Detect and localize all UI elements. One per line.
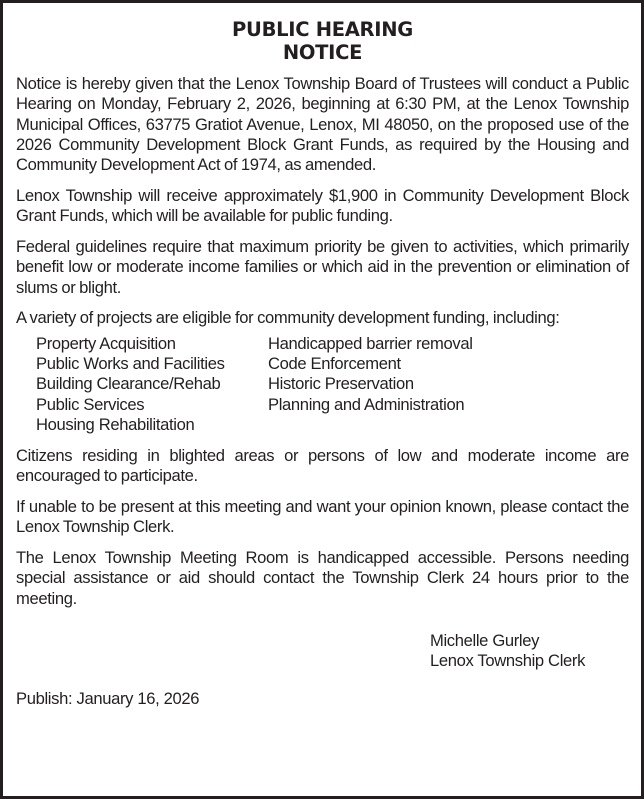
list-item: Code Enforcement	[268, 354, 401, 374]
paragraph-grant-amount: Lenox Township will receive approximately $1,900 in Community Development Block Grant Funds, which will be available for public funding.	[16, 185, 629, 226]
signature-title: Lenox Township Clerk	[430, 651, 586, 671]
title-line-1: PUBLIC HEARING	[232, 18, 413, 41]
paragraph-federal-guidelines: Federal guidelines require that maximum priority be given to activities, which primarily benefit low or moderate income families or which aid in the prevention or elimination of slums or blight.	[16, 237, 629, 297]
list-item: Historic Preservation	[268, 374, 414, 394]
list-item: Housing Rehabilitation	[36, 414, 195, 434]
list-item: Property Acquisition	[36, 333, 176, 353]
list-item: Public Works and Facilities	[36, 354, 225, 374]
notice-body	[16, 3, 629, 710]
paragraph-contact-clerk: If unable to be present at this meeting and want your opinion known, please contact the Lenox Township Clerk.	[16, 496, 629, 537]
list-item: Public Services	[36, 394, 145, 414]
paragraph-accessibility: The Lenox Township Meeting Room is handicapped accessible. Persons needing special assistance or aid should contact the Township Clerk 24 hours prior to the meeting.	[16, 547, 629, 608]
list-item: Handicapped barrier removal	[268, 333, 473, 353]
paragraph-eligible-projects: A variety of projects are eligible for community development funding, including:	[16, 308, 560, 328]
publish-date: Publish: January 16, 2026	[16, 689, 200, 709]
signature-block	[430, 631, 629, 672]
paragraph-hearing-announcement: Notice is hereby given that the Lenox Township Board of Trustees will conduct a Public Hearing on Monday, February 2, 2026, beginning at 6:30 PM, at the Lenox Township Municipal Offices, 63775 Gratiot Avenue, Lenox, MI 48050, on the proposed use of the 2026 Community Development Block Grant Funds, as required by the Housing and Community Development Act of 1974, as amended.	[16, 74, 629, 175]
list-item: Building Clearance/Rehab	[36, 374, 221, 394]
projects-column-2	[268, 334, 588, 435]
projects-column-1	[36, 334, 268, 435]
list-item: Planning and Administration	[268, 394, 465, 414]
paragraph-citizens: Citizens residing in blighted areas or persons of low and moderate income are encouraged to participate.	[16, 445, 629, 486]
signature-name: Michelle Gurley	[430, 630, 540, 650]
eligible-projects-list	[36, 334, 629, 435]
title-line-2: NOTICE	[282, 41, 363, 64]
notice-title	[16, 18, 629, 64]
